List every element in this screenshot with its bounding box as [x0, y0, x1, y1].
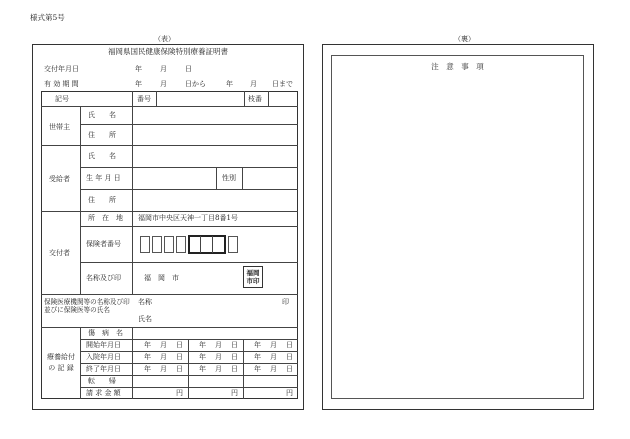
bangou-label: 番号 [137, 95, 151, 103]
disease-label: 傷 病 名 [88, 329, 123, 337]
ymd-y: 年 [254, 365, 261, 373]
ymd-m: 月 [270, 341, 277, 349]
ymd-m: 月 [160, 365, 167, 373]
ymd-y: 年 [144, 341, 151, 349]
ymd-d: 日 [176, 341, 183, 349]
ymd-d: 日 [176, 353, 183, 361]
form-number: 様式第5号 [30, 13, 65, 22]
city-seal: 福岡 市印 [243, 266, 263, 288]
doctor-name-label: 氏名 [138, 315, 152, 323]
householder-name-label: 氏 名 [88, 111, 116, 119]
start-date-label: 開始年月日 [86, 341, 121, 349]
issuer-label: 交付者 [49, 249, 70, 257]
ymd-d: 日 [286, 365, 293, 373]
outcome-label: 転 帰 [88, 377, 116, 385]
issue-month: 月 [160, 65, 167, 73]
edaban-label: 枝番 [248, 95, 262, 103]
ymd-d: 日 [286, 341, 293, 349]
benefit-label: 療養給付の 記 録 [47, 353, 75, 372]
insurer-number-box-8 [228, 236, 238, 253]
validity-month: 月 [160, 80, 167, 88]
ymd-m: 月 [215, 365, 222, 373]
validity-month2: 月 [250, 80, 257, 88]
ymd-y: 年 [254, 341, 261, 349]
householder-address-label: 住 所 [88, 131, 116, 139]
issue-date-label: 交付年月日 [44, 65, 79, 73]
recipient-label: 受給者 [49, 175, 70, 183]
insurer-number-fixed-group [188, 235, 226, 254]
validity-label: 有 効 期 間 [44, 80, 79, 88]
validity-year2: 年 [226, 80, 233, 88]
institution-seal-label: 印 [282, 298, 289, 306]
insurer-number-box-2 [152, 236, 162, 253]
institution-label: 保険医療機関等の名称及び印並びに保険医等の氏名 [44, 298, 130, 314]
ymd-y: 年 [199, 353, 206, 361]
issue-day: 日 [185, 65, 192, 73]
recipient-address-label: 住 所 [88, 196, 116, 204]
ymd-y: 年 [144, 353, 151, 361]
ymd-d: 日 [176, 365, 183, 373]
issue-year: 年 [135, 65, 142, 73]
end-date-label: 終了年月日 [86, 365, 121, 373]
ymd-m: 月 [215, 341, 222, 349]
ymd-m: 月 [160, 341, 167, 349]
front-side-label: （表） [154, 35, 175, 43]
form-title: 福岡県国民健康保険特別療養証明書 [108, 47, 228, 56]
ymd-m: 月 [215, 353, 222, 361]
institution-name-label: 名称 [138, 298, 152, 306]
yen-unit: 円 [286, 389, 293, 397]
ymd-d: 日 [286, 353, 293, 361]
admit-date-label: 入院年月日 [86, 353, 121, 361]
claim-amount-label: 請 求 金 額 [86, 389, 121, 397]
ymd-d: 日 [231, 365, 238, 373]
ymd-m: 月 [270, 353, 277, 361]
householder-label: 世帯主 [49, 123, 70, 131]
ymd-m: 月 [270, 365, 277, 373]
yen-unit: 円 [176, 389, 183, 397]
ymd-y: 年 [199, 365, 206, 373]
ymd-d: 日 [231, 353, 238, 361]
issuer-location-value: 福岡市中央区天神一丁目8番1号 [138, 214, 238, 222]
issuer-name-value: 福 岡 市 [144, 274, 179, 282]
validity-until: 日まで [272, 80, 293, 88]
ymd-y: 年 [199, 341, 206, 349]
ymd-y: 年 [144, 365, 151, 373]
recipient-name-label: 氏 名 [88, 152, 116, 160]
insurer-number-box-3 [164, 236, 174, 253]
insurer-number-box-4 [176, 236, 186, 253]
insurer-number-box-1 [140, 236, 150, 253]
recipient-birth-label: 生 年 月 日 [86, 174, 121, 182]
ymd-m: 月 [160, 353, 167, 361]
yen-unit: 円 [231, 389, 238, 397]
back-side-label: （裏） [454, 35, 475, 43]
validity-from: 日から [185, 80, 206, 88]
back-inner-frame [331, 55, 584, 399]
validity-year: 年 [135, 80, 142, 88]
insurer-number-label: 保険者番号 [86, 240, 121, 248]
ymd-d: 日 [231, 341, 238, 349]
name-seal-label: 名称及び印 [86, 274, 121, 282]
recipient-sex-label: 性別 [222, 174, 236, 182]
ymd-y: 年 [254, 353, 261, 361]
notes-title: 注 意 事 項 [431, 62, 484, 71]
issuer-location-label: 所 在 地 [88, 214, 123, 222]
kigou-label: 記号 [55, 95, 69, 103]
